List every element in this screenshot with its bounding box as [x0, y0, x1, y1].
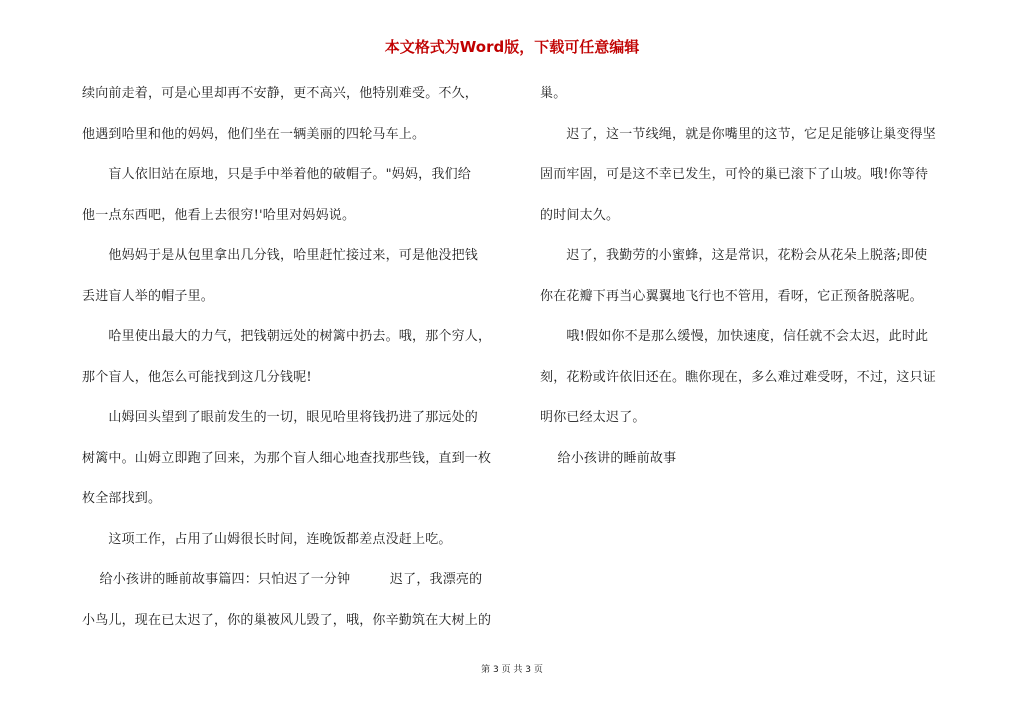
text-line: 固而牢固，可是这不幸已发生，可怜的巢已滚下了山坡。哦!你等待	[540, 167, 929, 182]
text-line: 迟了，我勤劳的小蜜蜂，这是常识，花粉会从花朵上脱落;即使	[540, 248, 928, 263]
text-line: 哦!假如你不是那么缓慢，加快速度，信任就不会太迟，此时此	[540, 329, 929, 344]
text-line: 哈里使出最大的力气，把钱朝远处的树篱中扔去。哦，那个穷人，	[82, 329, 492, 344]
text-line: 他妈妈于是从包里拿出几分钱，哈里赶忙接过来，可是他没把钱	[82, 248, 479, 263]
text-line: 山姆回头望到了眼前发生的一切，眼见哈里将钱扔进了那远处的	[82, 410, 479, 425]
text-line: 小鸟儿，现在已太迟了，你的巢被风儿毁了，哦，你辛勤筑在大树上的	[82, 612, 492, 628]
text-line: 他遇到哈里和他的妈妈，他们坐在一辆美丽的四轮马车上。	[82, 126, 426, 142]
text-line: 的时间太久。	[540, 207, 620, 223]
text-line: 给小孩讲的睡前故事篇四：只怕迟了一分钟 迟了，我漂亮的	[82, 572, 483, 587]
text-line: 续向前走着，可是心里却再不安静，更不高兴，他特别难受。不久，	[82, 86, 479, 101]
text-line: 刻，花粉或许依旧还在。瞧你现在，多么难过难受呀，不过，这只证	[540, 369, 937, 385]
text-line: 枚全部找到。	[82, 491, 162, 506]
left-text-column	[82, 80, 502, 647]
text-line: 你在花瓣下再当心翼翼地飞行也不管用，看呀，它正预备脱落呢。	[540, 288, 923, 304]
right-text-column	[540, 80, 960, 485]
text-line: 丢进盲人举的帽子里。	[82, 288, 215, 304]
text-line: 这项工作，占用了山姆很长时间，连晚饭都差点没赶上吃。	[82, 531, 452, 547]
document-header-title: 本文格式为Word版，下载可任意编辑	[384, 38, 640, 56]
text-line: 他一点东西吧，他看上去很穷!'哈里对妈妈说。	[82, 207, 356, 223]
text-line: 迟了，这一节线绳，就是你嘴里的这节，它足足能够让巢变得坚	[540, 126, 937, 142]
text-line: 树篱中。山姆立即跑了回来，为那个盲人细心地查找那些钱，直到一枚	[82, 450, 492, 466]
text-line: 巢。	[540, 86, 567, 101]
text-line: 明你已经太迟了。	[540, 410, 646, 425]
section-heading: 给小孩讲的睡前故事	[540, 450, 677, 466]
text-line: 盲人依旧站在原地，只是手中举着他的破帽子。"妈妈，我们给	[82, 167, 471, 182]
page-number: 第 3 页 共 3 页	[481, 665, 543, 675]
text-line: 那个盲人，他怎么可能找到这几分钱呢!	[82, 369, 312, 385]
